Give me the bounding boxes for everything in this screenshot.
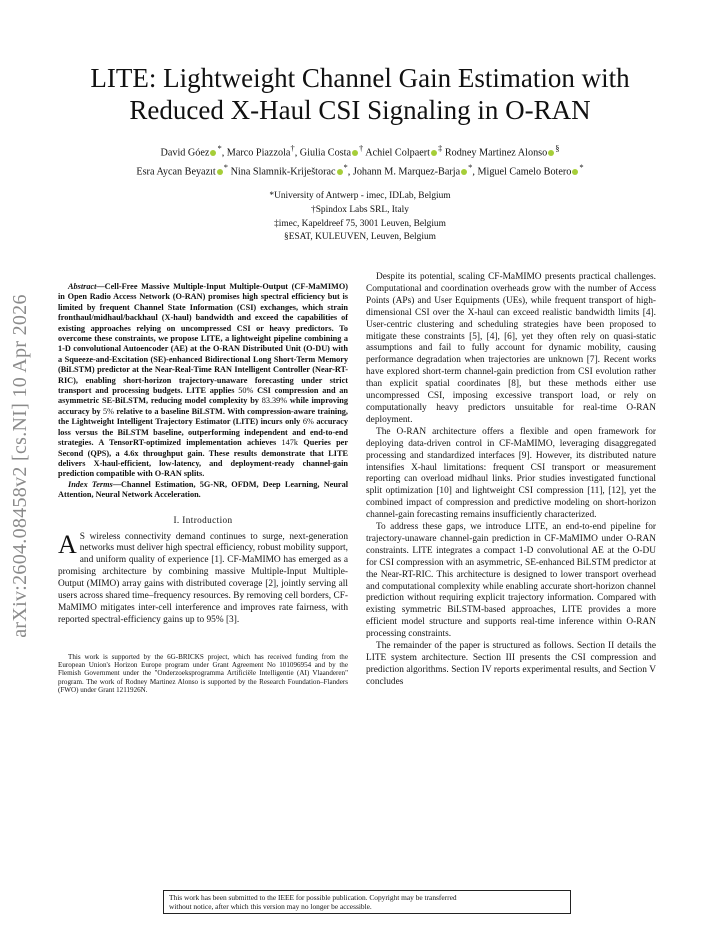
abstract-text: Queries per Second (QPS), a 4.6x throughput gain. These results demonstrate that LITE delivers X-haul-efficient, low-latency, and deployment-ready channel-gain prediction compatible with O-RAN splits.: [58, 438, 349, 479]
orcid-icon[interactable]: [217, 169, 223, 175]
abstract-text: CSI compression and an asymmetric SE-BiLSTM, reducing model complexity by: [58, 386, 348, 406]
notice-line: This work has been submitted to the IEEE for possible publication. Copyright may be transferred: [169, 893, 457, 902]
affiliation-line: ‡imec, Kapeldreef 75, 3001 Leuven, Belgium: [274, 218, 446, 229]
abstract-number: 50%: [238, 386, 254, 396]
intro-text: S wireless connectivity demand continues to surge, next-generation networks must deliver high spectral efficiency, robust mobility support, and uniform quality of experience [1]. CF-MaMIMO has emerged as a promising architecture by combining massive Multiple-Input Multiple-Output (MIMO) array gains with distributed coverage [2], jointly serving all users across shared time–frequency resources. By removing cell borders, CF-MaMIMO mitigates inter-cell interference and improves rate fairness, with reported spectral-efficiency gains up to 95% [3].: [58, 531, 348, 625]
index-terms-label: Index Terms: [68, 479, 113, 489]
abstract-number: 5%: [103, 406, 115, 416]
author-name: , Johann M. Marquez-Barja: [347, 166, 461, 178]
arxiv-identifier: arXiv:2604.08458v2 [cs.NI] 10 Apr 2026: [9, 294, 31, 638]
ieee-notice-box: [163, 890, 571, 914]
orcid-icon[interactable]: [461, 169, 467, 175]
notice-line: without notice, after which this version may no longer be accessible.: [169, 902, 372, 911]
affiliation-list: [160, 190, 560, 245]
author-name: Esra Aycan Beyazıt: [136, 166, 216, 178]
affiliation-mark: ‡: [438, 143, 443, 153]
orcid-icon[interactable]: [572, 169, 578, 175]
paper-title: LITE: Lightweight Channel Gain Estimation with Reduced X-Haul CSI Signaling in O-RAN: [90, 63, 630, 125]
abstract-number: 83.39%: [261, 396, 288, 406]
drop-cap: A: [58, 529, 77, 559]
affiliation-mark: §: [555, 143, 560, 153]
affiliation-mark: *: [343, 162, 348, 173]
orcid-icon[interactable]: [337, 169, 343, 175]
orcid-icon[interactable]: [548, 150, 554, 156]
author-name: , Marco Piazzola: [221, 147, 291, 159]
intro-paragraph: [58, 529, 348, 627]
author-name: Rodney Martinez Alonso: [442, 147, 548, 159]
abstract-number: 6%: [302, 417, 314, 427]
author-line-2: [40, 160, 680, 179]
orcid-icon[interactable]: [431, 150, 437, 156]
author-name: David Góez: [160, 147, 210, 159]
affiliation-mark: †: [290, 143, 295, 153]
author-name: Nina Slamnik-Kriještorac: [228, 166, 336, 178]
author-name: , Miguel Camelo Botero: [472, 166, 572, 178]
affiliation-line: *University of Antwerp - imec, IDLab, Belgium: [269, 191, 451, 201]
orcid-icon[interactable]: [210, 150, 216, 156]
affiliation-mark: *: [217, 143, 222, 153]
author-line-1: [40, 141, 680, 160]
abstract-text: —Cell-Free Massive Multiple-Input Multiple-Output (CF-MaMIMO) in Open Radio Access Network (O-RAN) promises high spectral efficiency but is limited by frequent Channel State Information (CSI) exchanges, which strain fronthaul/midhaul/backhaul (X-haul) bandwidth and exceed the capabilities of existing approaches relying on uncompressed CSI or heavy predictors. To overcome these constraints, we propose LITE, a lightweight pipeline combining a 1-D convolutional Autoencoder (AE) at the O-RAN Distributed Unit (O-DU) with a Squeeze-and-Excitation (SE)-enhanced Bidirectional Long Short-Term Memory (BiLSTM) predictor at the Near-Real-Time RAN Intelligent Controller (Near-RT-RIC), enabling short-horizon trajectory-unaware forecasting under strict transport and processing budgets. LITE applies: [58, 282, 348, 396]
body-paragraph: The O-RAN architecture offers a flexible and open framework for deploying data-driven control in CF-MaMIMO, leveraging disaggregated processing and standardized interfaces [9]. However, its distributed nature intensifies X-haul limitations: frequent CSI transport or measurement reporting can overload midhaul links. Prior studies investigated functional split optimization [10] and lightweight CSI compression [11], [12], yet the combined impact of compression and predictive modeling on short-horizon channel-gain forecasting remains insufficiently characterized.: [366, 426, 656, 521]
affiliation-line: §ESAT, KULEUVEN, Leuven, Belgium: [284, 232, 436, 243]
body-paragraph: The remainder of the paper is structured as follows. Section II details the LITE system architecture. Section III presents the CSI compression and prediction algorithms. Section IV reports experimental results, and Section V concludes: [366, 641, 656, 687]
index-terms: [58, 480, 348, 501]
body-paragraph: Despite its potential, scaling CF-MaMIMO presents practical challenges. Computational and coordination overheads grow with the number of Access Points (APs) and User Equipments (UEs), while frequent transport of high-dimensional CSI over the X-haul can exceed realistic bandwidth limits [4]. User-centric clustering and scheduling strategies have been proposed to mitigate these constraints [5], [4], [6], yet they often rely on quasi-static assumptions and fail to fully account for dynamic mobility, causing performance degradation when trajectories are unknown [7]. Recent works have explored short-term channel-gain prediction from CSI evolution rather than explicit spatial coordinates [8], but these methods either use uncompressed CSI, imposing excessive transport load, or rely on computationally heavy predictors unsuitable for real-time O-RAN deployment.: [366, 272, 656, 425]
orcid-icon[interactable]: [352, 150, 358, 156]
body-paragraph: To address these gaps, we introduce LITE, an end-to-end pipeline for trajectory-unaware channel-gain prediction in CF-MaMIMO under O-RAN constraints. LITE integrates a compact 1-D convolutional AE at the O-DU for CSI compression with an asymmetric, SE-enhanced BiLSTM predictor at the Near-RT-RIC. This architecture is designed to lower transport overhead and computational complexity while enabling accurate short-horizon channel prediction without requiring explicit trajectory information. Compared with existing symmetric BiLSTM-based approaches, LITE provides a more efficient model structure and supports real-time inference within O-RAN processing constraints.: [366, 522, 656, 640]
abstract-text: relative to a baseline BiLSTM. With compression-aware training, the Lightweight Intelligent Trajectory Estimator (LITE) incurs only: [58, 406, 348, 427]
author-list: [40, 141, 680, 180]
author-name: , Giulia Costa: [294, 147, 351, 159]
section-heading: I. Introduction: [173, 514, 233, 525]
index-terms-text: —Channel Estimation, 5G-NR, OFDM, Deep Learning, Neural Attention, Neural Network Acceleration.: [58, 479, 348, 500]
author-name: Achiel Colpaert: [363, 147, 431, 159]
right-column: [366, 272, 656, 689]
abstract-text: while improving accuracy by: [58, 396, 348, 416]
affiliation-mark: *: [223, 162, 229, 173]
affiliation-mark: *: [579, 162, 584, 173]
abstract-number: 147k: [281, 438, 299, 448]
abstract-label: Abstract: [68, 282, 97, 291]
abstract: [58, 282, 348, 480]
affiliation-mark: *: [468, 162, 473, 173]
affiliation-mark: †: [359, 143, 364, 153]
abstract-text: accuracy loss versus the BiLSTM baseline, outperforming independent and end-to-end strategies. A TensorRT-optimized implementation achieves: [58, 417, 348, 448]
affiliation-line: †Spindox Labs SRL, Italy: [311, 204, 409, 215]
funding-footnote: This work is supported by the 6G-BRICKS project, which has received funding from the European Union's Horizon Europe program under Grant Agreement No 101096954 and by the Flemish Government under the "Onderzoeksprogramma Artificiële Intelligentie (AI) Vlaanderen" program. The work of Rodney Martinez Alonso is supported by the Research Foundation–Flanders (FWO) under Grant 1211926N.: [58, 652, 348, 694]
left-column: [58, 282, 348, 694]
